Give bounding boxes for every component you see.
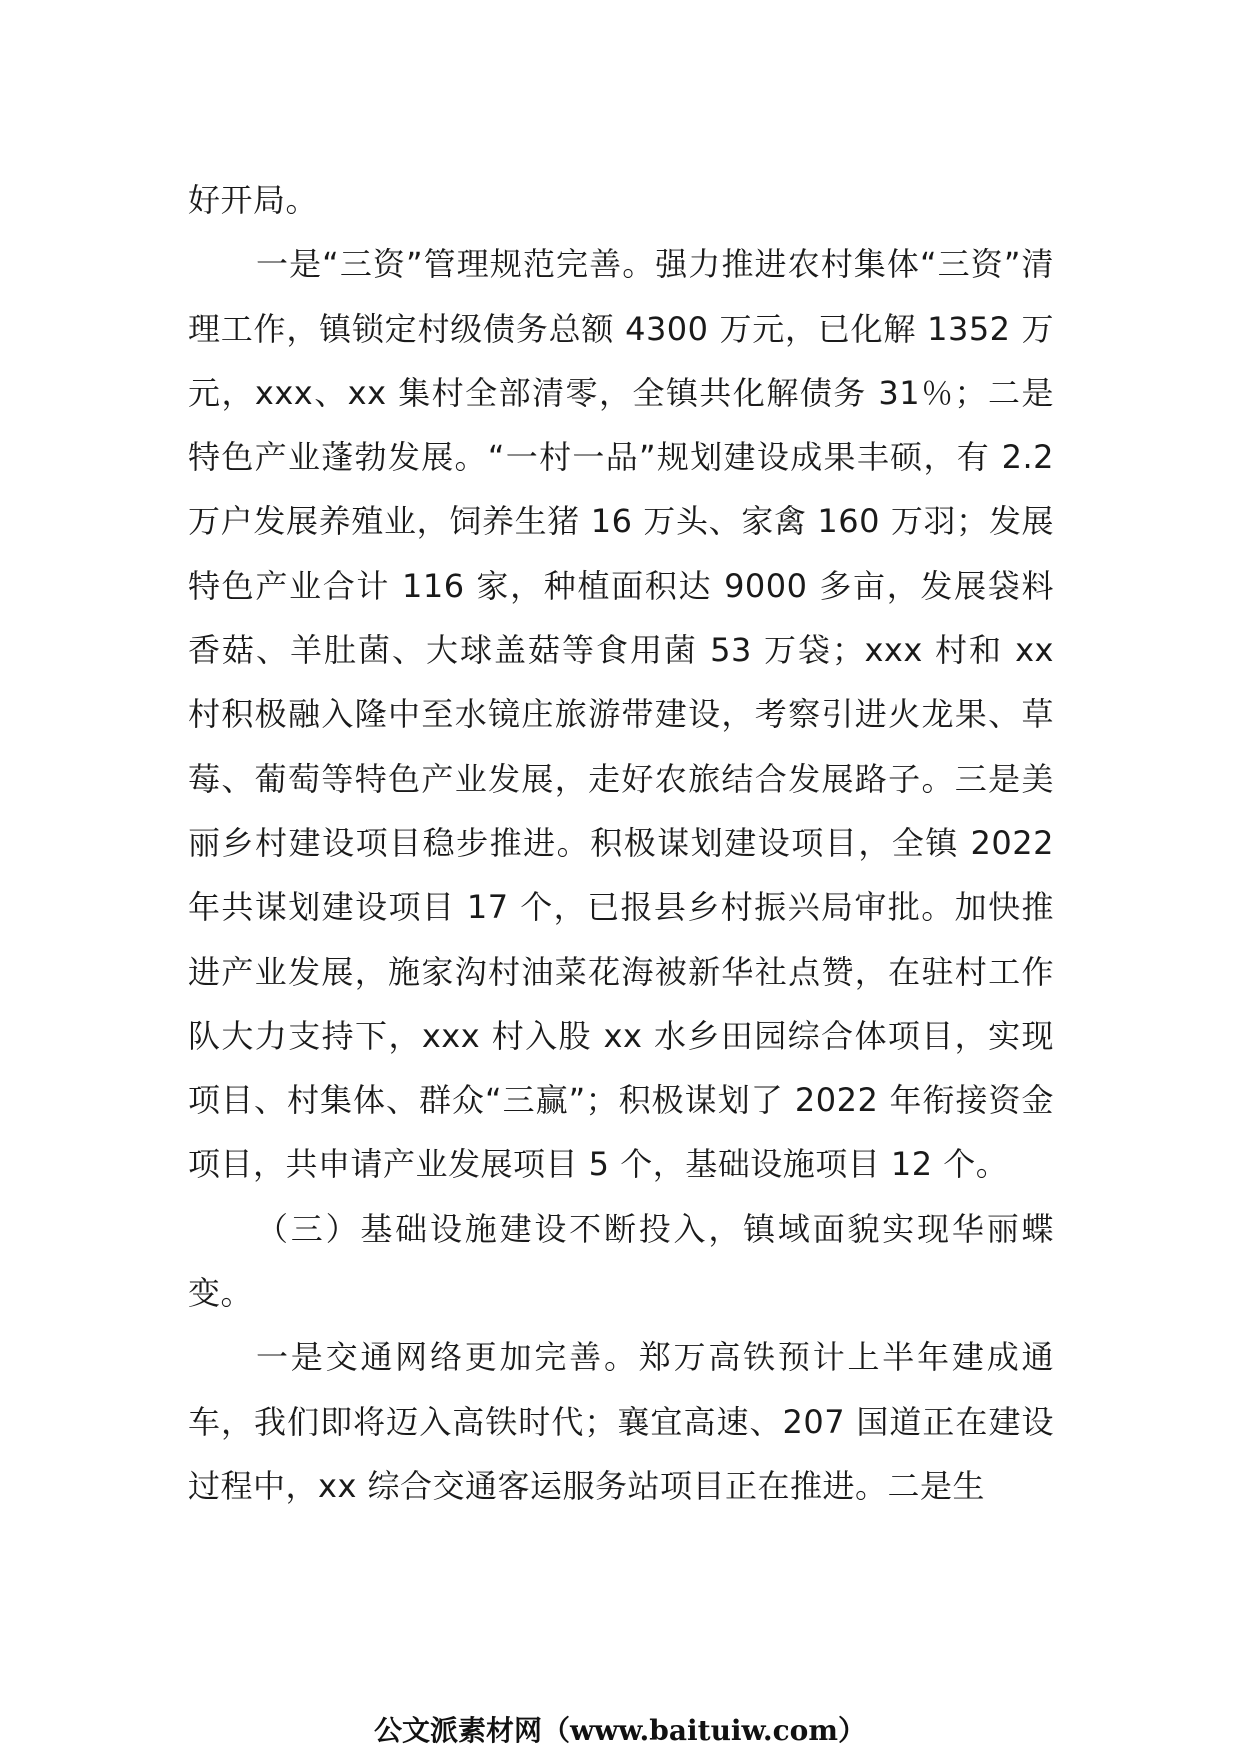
paragraph-4: 一是交通网络更加完善。郑万高铁预计上半年建成通车，我们即将迈入高铁时代；襄宜高速、207 国道正在建设过程中，xx 综合交通客运服务站项目正在推进。二是生 [188, 1338, 1054, 1505]
paragraph-1: 好开局。 [188, 181, 319, 219]
paragraph-3-section-heading: （三）基础设施建设不断投入，镇域面貌实现华丽蝶变。 [188, 1209, 1054, 1313]
document-body [188, 168, 1054, 1518]
paragraph-2: 一是“三资”管理规范完善。强力推进农村集体“三资”清理工作，镇锁定村级债务总额 4300 万元，已化解 1352 万元，xxx、xx 集村全部清零，全镇共化解债务 31％；二是特色产业蓬勃发展。“一村一品”规划建设成果丰硕，有 2.2 万户发展养殖业，饲养生猪 16 万头、家禽 160 万羽；发展特色产业合计 116 家，种植面积达 9000 多亩，发展袋料香菇、羊肚菌、大球盖菇等食用菌 53 万袋；xxx 村和 xx 村积极融入隆中至水镜庄旅游带建设，考察引进火龙果、草莓、葡萄等特色产业发展，走好农旅结合发展路子。三是美丽乡村建设项目稳步推进。积极谋划建设项目，全镇 2022 年共谋划建设项目 17 个，已报县乡村振兴局审批。加快推进产业发展，施家沟村油菜花海被新华社点赞，在驻村工作队大力支持下，xxx 村入股 xx 水乡田园综合体项目，实现项目、村集体、群众“三赢”；积极谋划了 2022 年衔接资金项目，共申请产业发展项目 5 个，基础设施项目 12 个。 [188, 245, 1054, 1184]
footer-watermark: 公文派素材网（www.baituiw.com） [374, 1714, 866, 1747]
